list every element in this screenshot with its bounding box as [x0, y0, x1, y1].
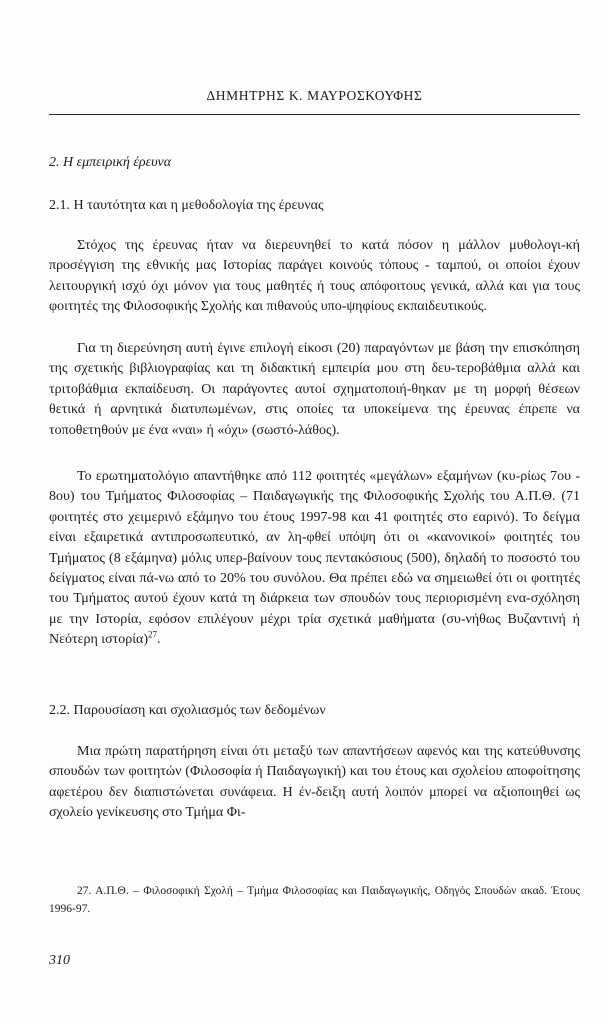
section-title: 2. Η εμπειρική έρευνα — [49, 155, 172, 170]
page-number: 310 — [49, 953, 70, 968]
footnote-reference: 27 — [148, 629, 157, 640]
paragraph-questionnaire-text: Το ερωτηματολόγιο απαντήθηκε από 112 φοιτητές «μεγάλων» εξαμήνων (κυ-ρίως 7ου - 8ου) του Τμήματος Φιλοσοφίας – Παιδαγωγικής της Φιλοσοφικής Σχολής του Α.Π.Θ. (71 φοιτητές στο χειμερινό εξάμηνο του έτους 1997-98 και 41 φοιτητές στο εαρινό). Το δείγμα είναι εξαιρετικά αντιπροσωπευτικό, αν λη-φθεί υπόψη ότι οι «κανονικοί» φοιτητές του Τμήματος (8 εξάμηνα) μόλις υπερ-βαίνουν τους πεντακόσιους (500), δηλαδή το ποσοστό του δείγματος είναι πά-νω από το 20% του συνόλου. Θα πρέπει εδώ να σημειωθεί ότι οι φοιτητές του Τμήματος αυτού έχουν κατά τη διάρκεια των σπουδών τους περιορισμένη ενα-σχόληση με την Ιστορία, εφόσον επιλέγουν μέχρι τρία σχετικά μαθήματα (συ-νήθως Βυζαντινή ή Νεότερη ιστορία) — [49, 469, 580, 648]
running-head: ΔΗΜΗΤΡΗΣ Κ. ΜΑΥΡΟΣΚΟΥΦΗΣ — [206, 88, 423, 103]
paragraph-factors: Για τη διερεύνηση αυτή έγινε επιλογή είκοσι (20) παραγόντων με βάση την επισκόπηση της σχετικής βιβλιογραφίας και τη διδακτική εμπειρία μου στη δευ-τεροβάθμια αλλά και τριτοβάθμια εκπαίδευση. Οι παράγοντες αυτοί σχηματοποιή-θηκαν με τη μορφή θέσεων θετικά ή αρνητικά διατυπωμένων, στις οποίες τα υποκείμενα της έρευνας έπρεπε να τοποθετηθούν με ένα «ναι» ή «όχι» (σωστό-λάθος). — [49, 341, 580, 438]
footnote: 27. Α.Π.Θ. – Φιλοσοφική Σχολή – Τμήμα Φιλοσοφίας και Παιδαγωγικής, Οδηγός Σπουδών ακαδ. Έτους 1996-97. — [49, 885, 580, 915]
paragraph-observation: Μια πρώτη παρατήρηση είναι ότι μεταξύ των απαντήσεων αφενός και της κατεύθυνσης σπουδών των φοιτητών (Φιλοσοφία ή Παιδαγωγική) και του έτους και σχολείου αποφοίτησης αφετέρου δεν διαπιστώνεται συνάφεια. Η έν-δειξη αυτή λοιπόν μπορεί να αξιοποιηθεί ως σχολείο γενίκευσης στο Τμήμα Φι- — [49, 744, 580, 821]
paragraph-questionnaire: Το ερωτηματολόγιο απαντήθηκε από 112 φοιτητές «μεγάλων» εξαμήνων (κυ-ρίως 7ου - 8ου) του Τμήματος Φιλοσοφίας – Παιδαγωγικής της Φιλοσοφικής Σχολής του Α.Π.Θ. (71 φοιτητές στο χειμερινό εξάμηνο του έτους 1997-98 και 41 φοιτητές στο εαρινό). Το δείγμα είναι εξαιρετικά αντιπροσωπευτικό, αν λη-φθεί υπόψη ότι οι «κανονικοί» φοιτητές του Τμήματος (8 εξάμηνα) μόλις υπερ-βαίνουν τους πεντακόσιους (500), δηλαδή το ποσοστό του δείγματος είναι πά-νω από το 20% του συνόλου. Θα πρέπει εδώ να σημειωθεί ότι οι φοιτητές του Τμήματος αυτού έχουν κατά τη διάρκεια των σπουδών τους περιορισμένη ενα-σχόληση με την Ιστορία, εφόσον επιλέγουν μέχρι τρία σχετικά μαθήματα (συ-νήθως Βυζαντινή ή Νεότερη ιστορία)$^{27}$. — [49, 469, 580, 648]
paragraph-aim: Στόχος της έρευνας ήταν να διερευνηθεί το κατά πόσον η μάλλον μυθολογι-κή προσέγγιση της εθνικής μας Ιστορίας παράγει κοινούς τόπους - ταμπού, οι οποίοι έχουν λειτουργική ισχύ όχι μόνον για τους μαθητές ή τους απόφοιτους γενικά, αλλά και για τους φοιτητές της Φιλοσοφικής Σχολής και πιθανούς υπο-ψηφίους εκπαιδευτικούς. — [49, 238, 580, 315]
subsection-title-data: 2.2. Παρουσίαση και σχολιασμός των δεδομένων — [49, 703, 326, 718]
header-rule — [49, 114, 580, 115]
subsection-title-methodology: 2.1. Η ταυτότητα και η μεθοδολογία της έρευνας — [49, 198, 324, 213]
